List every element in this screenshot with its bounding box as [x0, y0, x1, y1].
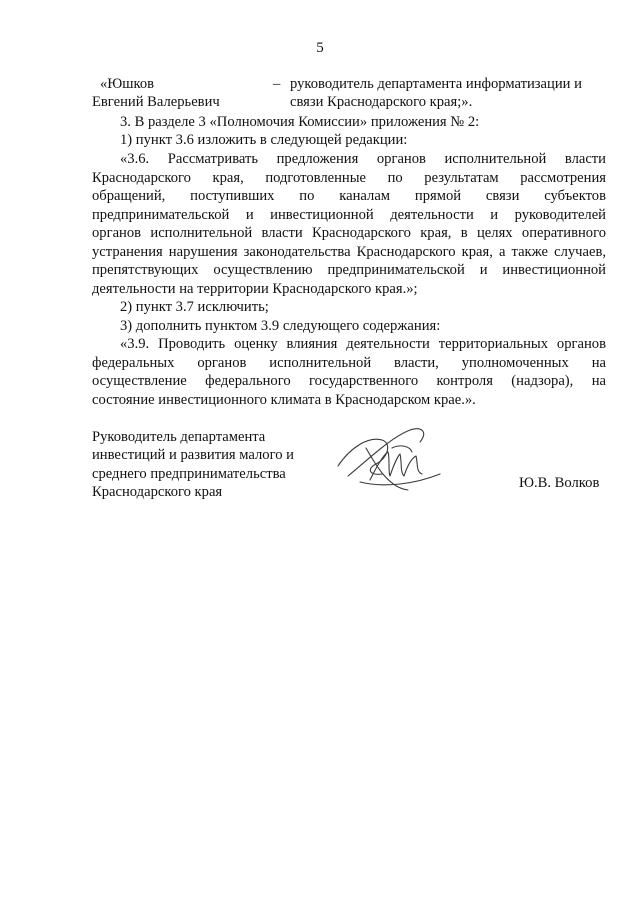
- paragraph-line: органов исполнительной власти Краснодарского края, в целях оперативного: [92, 225, 606, 241]
- member-position-line2: связи Краснодарского края;».: [290, 94, 473, 110]
- paragraph-line: деятельности на территории Краснодарского края.»;: [92, 281, 418, 297]
- handwritten-signature: [330, 418, 450, 498]
- item3-intro: 3. В разделе 3 «Полномочия Комиссии» приложения № 2:: [120, 114, 480, 130]
- paragraph-line: Краснодарского края, подготовленные по результатам рассмотрения: [92, 170, 606, 186]
- paragraph-line: «3.9. Проводить оценку влияния деятельности территориальных органов: [120, 336, 606, 352]
- signature-title-line: Руководитель департамента: [92, 429, 266, 445]
- paragraph-line: предпринимательской и инвестиционной деятельности и руководителей: [92, 207, 606, 223]
- signature-title-line: Краснодарского края: [92, 484, 223, 500]
- paragraph-line: препятствующих осуществлению предпринимательской и инвестиционной: [92, 262, 606, 278]
- page-number: 5: [316, 40, 324, 56]
- member-name-line1: «Юшков: [100, 76, 155, 92]
- member-name-line2: Евгений Валерьевич: [92, 94, 220, 110]
- subitem-1: 1) пункт 3.6 изложить в следующей редакции:: [120, 132, 408, 148]
- paragraph-line: «3.6. Рассматривать предложения органов исполнительной власти: [120, 151, 606, 167]
- signer-name: Ю.В. Волков: [519, 475, 600, 491]
- member-position-line1: руководитель департамента информатизации и: [290, 76, 582, 92]
- signature-title-line: инвестиций и развития малого и: [92, 447, 294, 463]
- paragraph-line: осуществление федерального государственного контроля (надзора), на: [92, 373, 606, 389]
- paragraph-line: обращений, поступивших по каналам прямой связи субъектов: [92, 188, 606, 204]
- member-dash: –: [273, 76, 281, 92]
- paragraph-line: устранения нарушения законодательства Краснодарского края, а также случаев,: [92, 244, 606, 260]
- subitem-3: 3) дополнить пунктом 3.9 следующего содержания:: [120, 318, 441, 334]
- paragraph-line: состояние инвестиционного климата в Краснодарском крае.».: [92, 392, 476, 408]
- signature-title-line: среднего предпринимательства: [92, 466, 286, 482]
- paragraph-line: федеральных органов исполнительной власти, уполномоченных на: [92, 355, 606, 371]
- subitem-2: 2) пункт 3.7 исключить;: [120, 299, 269, 315]
